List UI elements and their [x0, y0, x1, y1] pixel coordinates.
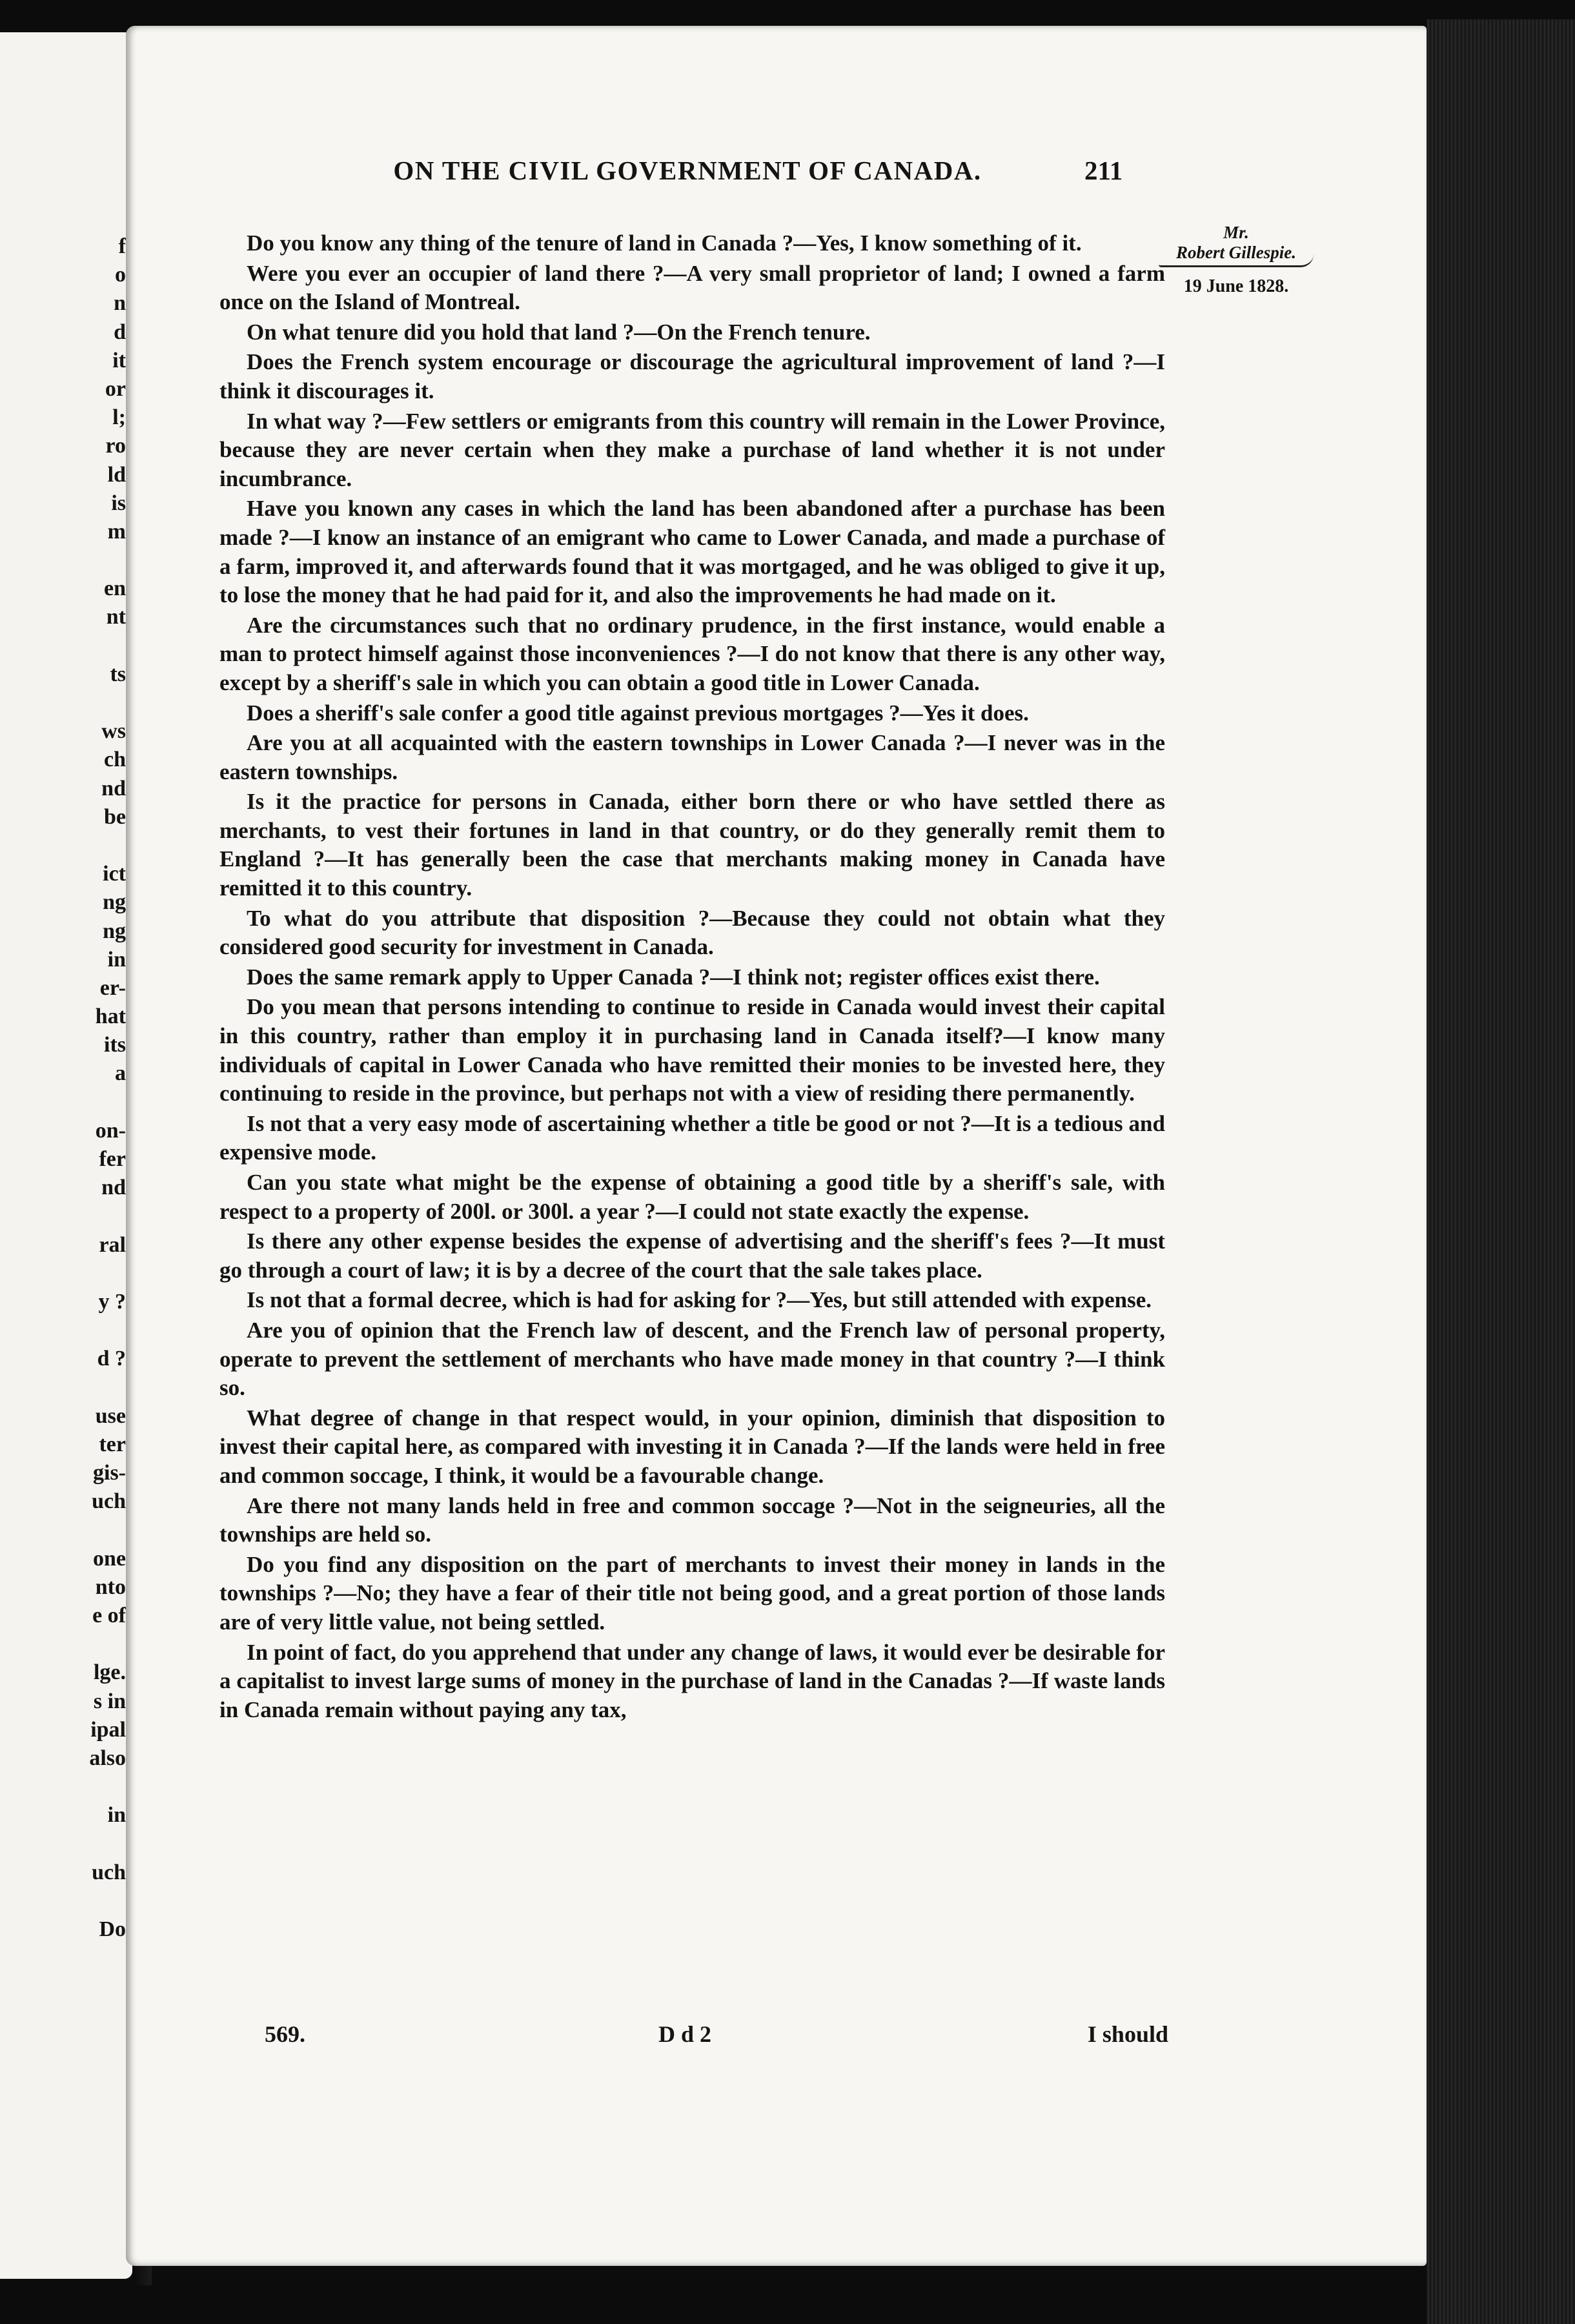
signature-mark: D d 2 — [658, 2021, 712, 2047]
facing-page-fragment: d — [114, 320, 126, 344]
paragraph: Do you find any disposition on the part of merchants to invest their money in lands in the townships ?—No; they have a fear of their title not being good, and a great portion of those lands are of very little value, not being settled. — [219, 1551, 1165, 1635]
paragraph: Is not that a very easy mode of ascertaining whether a title be good or not ?—It is a tedious and expensive mode. — [219, 1110, 1165, 1165]
body-text — [219, 229, 1165, 1726]
catchword: I should — [1087, 2021, 1168, 2047]
facing-page-fragment: ro — [105, 434, 126, 458]
facing-page-fragment: in — [107, 1803, 126, 1828]
facing-page-fragment: er- — [99, 975, 126, 1000]
facing-page-fragment: be — [104, 804, 126, 829]
paragraph: Have you known any cases in which the land has been abandoned after a purchase has been made ?—I know an instance of an emigrant who came to Lower Canada, and made a purchase of a farm, improved it, and afterwards found that it was mortgaged, and he was obliged to give it up, to lose the money that he had paid for it, and also the improvements he had made on it. — [219, 496, 1165, 608]
paragraph: Are you of opinion that the French law of descent, and the French law of personal property, operate to prevent the settlement of merchants who have made money in that country ?—I think so. — [219, 1317, 1165, 1401]
facing-page-fragment: en — [104, 576, 126, 601]
facing-page-fragment — [3, 1202, 126, 1230]
paragraph: Do you know any thing of the tenure of land in Canada ?—Yes, I know something of it. — [247, 230, 1082, 256]
facing-page-fragment: lge. — [93, 1660, 126, 1685]
facing-page-fragment — [3, 1630, 126, 1658]
facing-page-fragment: ws — [101, 719, 126, 744]
paragraph: Is there any other expense besides the expense of advertising and the sheriff's fees ?—It must go through a court of law; it is by a decree of the court that the sale takes place. — [219, 1228, 1165, 1283]
paragraph: Are the circumstances such that no ordinary prudence, in the first instance, would enable a man to protect himself against those inconveniences ?—I do not know that there is any other way, except by a sheriff's sale in which you can obtain a good title in Lower Canada. — [219, 612, 1165, 695]
facing-page-fragment: hat — [95, 1004, 126, 1029]
facing-page-fragment: ld — [107, 462, 126, 487]
witness-title: Mr. — [1223, 223, 1249, 242]
page-number: 211 — [1084, 156, 1123, 185]
paragraph: On what tenure did you hold that land ?—On the French tenure. — [247, 319, 871, 345]
facing-page-fragment: n — [114, 291, 126, 316]
facing-page-fragment: f — [118, 234, 126, 258]
facing-page — [0, 32, 132, 2279]
facing-page-fragment: on- — [95, 1118, 126, 1143]
facing-page-fragment — [3, 1887, 126, 1915]
facing-page-fragment: uch — [92, 1489, 126, 1514]
facing-page-fragment — [3, 689, 126, 717]
facing-page-fragment — [3, 1830, 126, 1859]
facing-page-fragment: l; — [112, 405, 126, 430]
paragraph: To what do you attribute that disposition ?—Because they could not obtain what they considered good security for investment in Canada. — [219, 905, 1165, 960]
facing-page-text-fragments — [3, 232, 126, 1944]
facing-page-fragment: ts — [110, 662, 126, 686]
facing-page-fragment: use — [95, 1403, 126, 1428]
facing-page-fragment: o — [115, 263, 126, 287]
facing-page-fragment: Do — [99, 1917, 126, 1942]
paragraph: In point of fact, do you apprehend that under any change of laws, it would ever be desirable for a capitalist to invest large sums of money in the purchase of land in the Canadas ?—If waste lands in Canada remain without paying any tax, — [219, 1639, 1165, 1722]
facing-page-fragment: or — [105, 376, 126, 401]
facing-page-fragment: fer — [99, 1147, 126, 1171]
facing-page-fragment: ter — [99, 1432, 126, 1456]
facing-page-fragment: is — [111, 491, 126, 515]
facing-page-fragment — [3, 546, 126, 575]
facing-page-fragment — [3, 632, 126, 660]
facing-page-fragment — [3, 1374, 126, 1402]
facing-page-fragment: nd — [101, 776, 126, 800]
witness-date: 19 June 1828. — [1183, 276, 1289, 296]
page-footer — [265, 2021, 1168, 2053]
facing-page-fragment: ch — [104, 748, 126, 772]
facing-page-fragment — [3, 1516, 126, 1544]
facing-page-fragment — [3, 831, 126, 860]
paragraph: Can you state what might be the expense of obtaining a good title by a sheriff's sale, with respect to a property of 200l. or 300l. a year ?—I could not state exactly the expense. — [219, 1170, 1165, 1224]
paragraph: Do you mean that persons intending to continue to reside in Canada would invest their capital in this country, rather than employ it in purchasing land in Canada itself?—I know many individuals of capital in Lower Canada who have remitted their monies to be invested here, they continuing to reside in the province, but perhaps not with a view of residing there permanently. — [219, 994, 1165, 1106]
paragraph: Does the French system encourage or discourage the agricultural improvement of land ?—I think it discourages it. — [219, 349, 1165, 403]
paragraph: Were you ever an occupier of land there ?—A very small proprietor of land; I owned a farm once on the Island of Montreal. — [219, 260, 1165, 315]
page-edges — [1427, 19, 1575, 2324]
facing-page-fragment: a — [115, 1061, 126, 1086]
witness-name: Robert Gillespie. — [1159, 243, 1314, 267]
facing-page-fragment: m — [107, 519, 126, 544]
facing-page-fragment: ipal — [90, 1717, 126, 1742]
facing-page-fragment: also — [89, 1746, 126, 1770]
facing-page-fragment: ral — [99, 1232, 126, 1257]
paragraph: Is not that a formal decree, which is had for asking for ?—Yes, but still attended with expense. — [247, 1287, 1152, 1313]
paragraph: Does a sheriff's sale confer a good title against previous mortgages ?—Yes it does. — [247, 700, 1029, 726]
facing-page-fragment: nd — [101, 1176, 126, 1200]
running-head: ON THE CIVIL GOVERNMENT OF CANADA. — [393, 156, 982, 185]
facing-page-fragment: one — [93, 1546, 126, 1571]
facing-page-fragment: uch — [92, 1860, 126, 1884]
paragraph: What degree of change in that respect would, in your opinion, diminish that disposition to invest their capital here, as compared with investing it in Canada ?—If the lands were held in free and common soccage, I think, it would be a favourable change. — [219, 1405, 1165, 1488]
facing-page-fragment: ict — [103, 862, 126, 886]
paragraph: Are you at all acquainted with the eastern townships in Lower Canada ?—I never was in the eastern townships. — [219, 730, 1165, 784]
facing-page-fragment: nto — [95, 1575, 126, 1599]
sheet-number: 569. — [265, 2021, 305, 2047]
paragraph: In what way ?—Few settlers or emigrants from this country will remain in the Lower Province, because they are never certain when they make a purchase of land whether it is not under incumbrance. — [219, 408, 1165, 491]
facing-page-fragment: d ? — [97, 1347, 126, 1371]
facing-page-fragment: in — [107, 947, 126, 972]
facing-page-fragment: gis- — [93, 1461, 126, 1485]
facing-page-fragment: y ? — [98, 1289, 126, 1314]
paragraph: Is it the practice for persons in Canada, either born there or who have settled there as merchants, to vest their fortunes in land in that country, or do they generally remit them to England ?—It has generally been the case that merchants making money in Canada have remitted it to this country. — [219, 789, 1165, 901]
paragraph: Are there not many lands held in free and common soccage ?—Not in the seigneuries, all the townships are held so. — [219, 1493, 1165, 1547]
facing-page-fragment: its — [104, 1033, 126, 1057]
facing-page-fragment — [3, 1259, 126, 1288]
facing-page-fragment: s in — [93, 1689, 126, 1713]
witness-sidenote — [1159, 223, 1314, 297]
facing-page-fragment — [3, 1773, 126, 1801]
facing-page-fragment — [3, 1316, 126, 1345]
facing-page-fragment: ng — [103, 919, 126, 943]
facing-page-fragment: ng — [103, 890, 126, 915]
facing-page-fragment: e of — [92, 1604, 126, 1627]
paragraph: Does the same remark apply to Upper Canada ?—I think not; register offices exist there. — [247, 964, 1100, 990]
facing-page-fragment: it — [112, 348, 126, 372]
facing-page-fragment — [3, 1088, 126, 1117]
facing-page-fragment: nt — [106, 605, 126, 629]
